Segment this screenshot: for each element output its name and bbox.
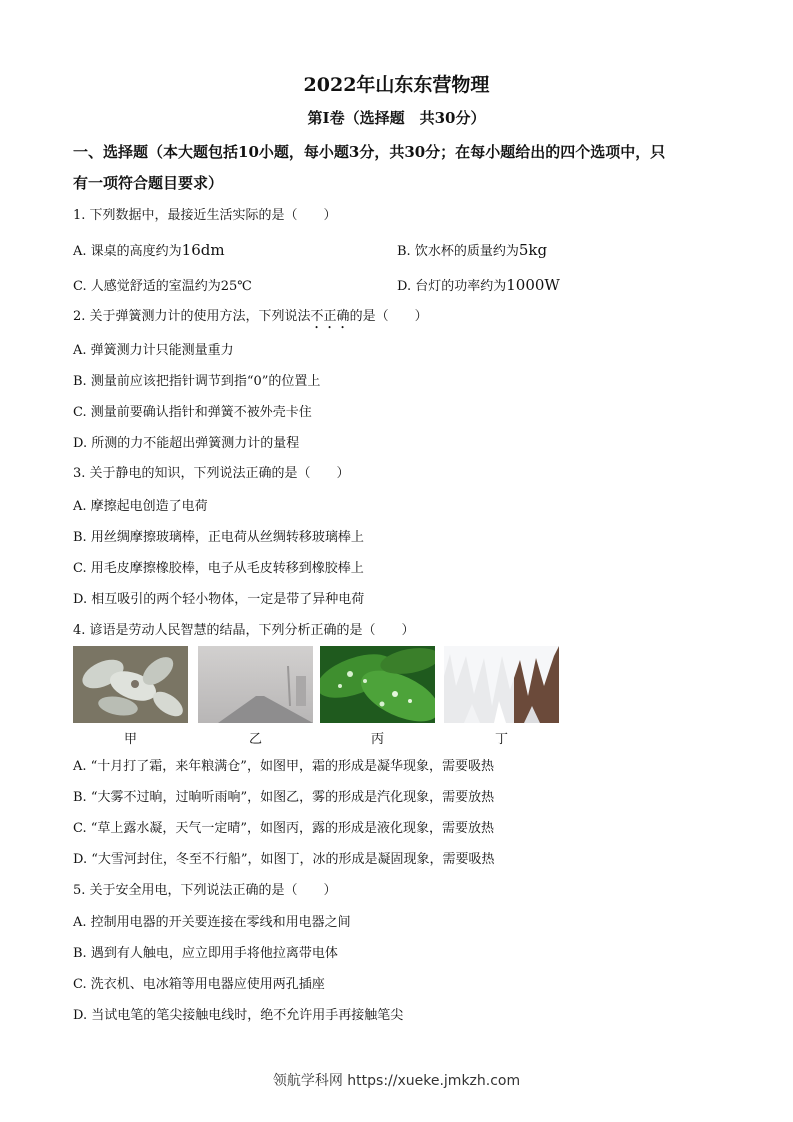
question-1-option-b xyxy=(397,240,547,259)
section-heading-line-1: 一、选择题（本大题包括10小题，每小题3分，共30分；在每小题给出的四个选项中，只 xyxy=(73,143,666,161)
page-title: 2022年山东东营物理 xyxy=(303,74,490,96)
question-4-option-c: C. “草上露水凝，天气一定晴”，如图丙，露的形成是液化现象，需要放热 xyxy=(73,821,495,836)
question-3-stem: 3. 关于静电的知识，下列说法正确的是（ ） xyxy=(73,466,350,481)
question-1-option-c xyxy=(73,275,252,294)
question-4-option-a: A. “十月打了霜，来年粮满仓”，如图甲，霜的形成是凝华现象，需要吸热 xyxy=(73,759,494,774)
question-2-option-d: D. 所测的力不能超出弹簧测力计的量程 xyxy=(73,436,300,451)
question-1-option-d xyxy=(397,275,560,294)
caption-jia: 甲 xyxy=(123,732,137,747)
question-4-stem: 4. 谚语是劳动人民智慧的结晶，下列分析正确的是（ ） xyxy=(73,623,415,638)
question-5-option-d: D. 当试电笔的笔尖接触电线时，绝不允许用手再接触笔尖 xyxy=(73,1008,404,1023)
option-text: B. 饮水杯的质量约为 xyxy=(397,244,519,259)
question-3-option-d: D. 相互吸引的两个轻小物体，一定是带了异种电荷 xyxy=(73,592,365,607)
question-1-option-a xyxy=(73,240,225,259)
question-3-option-c: C. 用毛皮摩擦橡胶棒，电子从毛皮转移到橡胶棒上 xyxy=(73,561,364,576)
section-heading-line-2: 有一项符合题目要求） xyxy=(73,174,224,192)
question-5-option-a: A. 控制用电器的开关要连接在零线和用电器之间 xyxy=(73,915,351,930)
question-5-stem: 5. 关于安全用电，下列说法正确的是（ ） xyxy=(73,883,337,898)
question-2-option-c: C. 测量前要确认指针和弹簧不被外壳卡住 xyxy=(73,405,312,420)
dew-leaves-photo xyxy=(320,646,435,723)
question-3-option-a: A. 摩擦起电创造了电荷 xyxy=(73,499,208,514)
question-2-option-b: B. 测量前应该把指针调节到指“0”的位置上 xyxy=(73,374,321,389)
fog-road-photo xyxy=(198,646,313,723)
caption-ding: 丁 xyxy=(494,732,508,747)
caption-yi: 乙 xyxy=(248,732,262,747)
question-4-option-b: B. “大雾不过晌，过晌听雨响”，如图乙，雾的形成是汽化现象，需要放热 xyxy=(73,790,495,805)
option-value: 5kg xyxy=(518,241,548,259)
footer-watermark: 领航学科网 https://xueke.jmkzh.com xyxy=(272,1073,521,1089)
stem-text: 的是（ ） xyxy=(349,309,428,324)
icicles-photo xyxy=(444,646,559,723)
question-4-option-d: D. “大雪河封住，冬至不行船”，如图丁，冰的形成是凝固现象，需要吸热 xyxy=(73,852,495,867)
question-1-stem: 1. 下列数据中，最接近生活实际的是（ ） xyxy=(73,208,337,223)
option-text: A. 课桌的高度约为 xyxy=(73,244,182,259)
stem-text: 2. 关于弹簧测力计的使用方法，下列说法 xyxy=(73,309,311,324)
option-value: 16dm xyxy=(181,241,225,259)
question-5-option-c: C. 洗衣机、电冰箱等用电器应使用两孔插座 xyxy=(73,977,325,992)
option-value: 1000W xyxy=(506,276,560,294)
caption-bing: 丙 xyxy=(370,732,384,747)
frost-leaves-photo xyxy=(73,646,188,723)
exam-part-heading: 第Ⅰ卷（选择题 共30分） xyxy=(307,109,486,127)
emphasized-text: 不正确 xyxy=(310,309,350,324)
question-2-stem xyxy=(73,305,428,332)
option-text: C. 人感觉舒适的室温约为 xyxy=(73,279,221,294)
option-value: 25℃ xyxy=(220,279,252,294)
question-2-option-a: A. 弹簧测力计只能测量重力 xyxy=(73,343,234,358)
question-3-option-b: B. 用丝绸摩擦玻璃棒，正电荷从丝绸转移玻璃棒上 xyxy=(73,530,364,545)
option-text: D. 台灯的功率约为 xyxy=(397,279,507,294)
question-5-option-b: B. 遇到有人触电，应立即用手将他拉离带电体 xyxy=(73,946,338,961)
